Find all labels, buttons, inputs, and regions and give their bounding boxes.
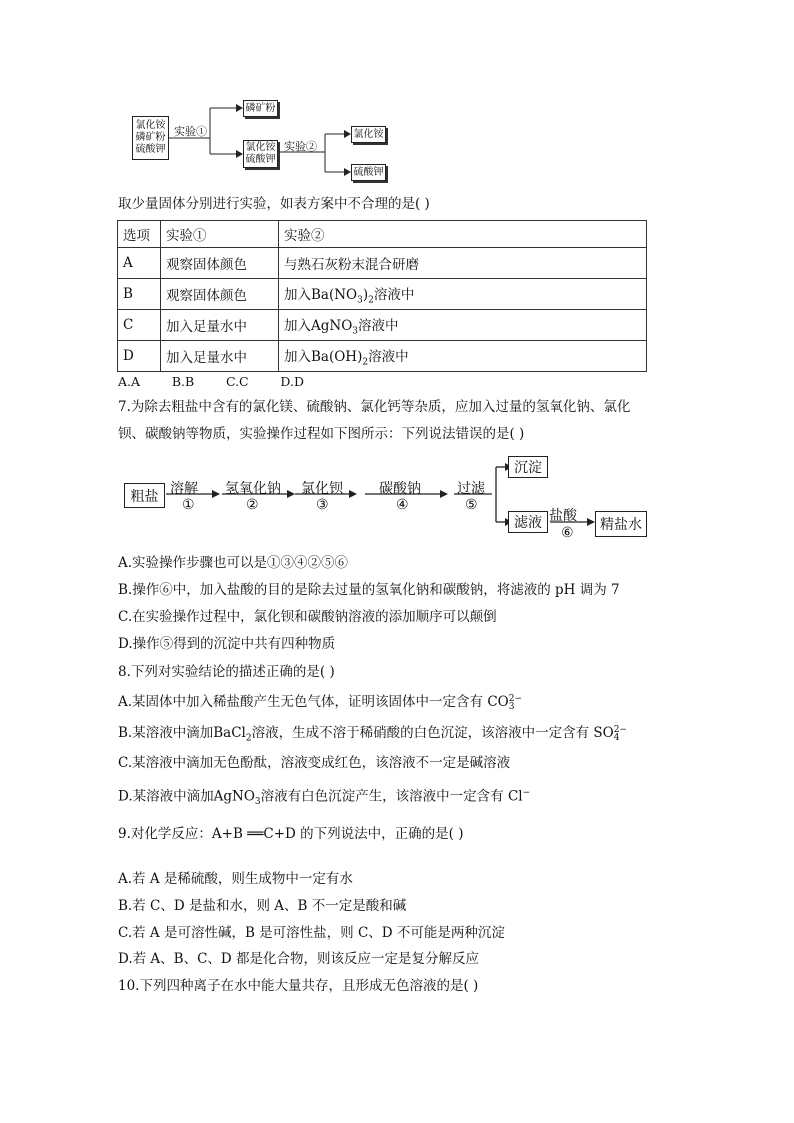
flow2-step-num: ②	[246, 497, 259, 513]
q8-option-a: A.某固体中加入稀盐酸产生无色气体，证明该固体中一定含有 CO 2− 3	[118, 693, 523, 712]
row-exp1: 加入足量水中	[161, 310, 279, 341]
row-exp1: 观察固体颜色	[161, 279, 279, 310]
flow2-acid: 盐酸	[549, 508, 577, 524]
q10-stem: 10.下列四种离子在水中能大量共存，且形成无色溶液的是( )	[118, 978, 479, 994]
q9-option-d: D.若 A、B、C、D 都是化合物，则该反应一定是复分解反应	[118, 951, 480, 967]
row-exp1: 加入足量水中	[161, 341, 279, 372]
q8-option-b: B.某溶液中滴加BaCl$_2$溶液，生成不溶于稀硝酸的白色沉淀，该溶液中一定含有 SO 2− 4	[118, 724, 627, 744]
flow2-step-label: 碳酸钠	[379, 481, 421, 497]
row-exp2: 与熟石灰粉末混合研磨	[279, 248, 647, 279]
flow2-step-label: 氢氧化钠	[225, 481, 281, 497]
flow1-out-a: 氯化铵	[351, 126, 386, 143]
q7-option-d: D.操作⑤得到的沉淀中共有四种物质	[118, 636, 336, 652]
q7-option-a: A.实验操作步骤也可以是①③④②⑤⑥	[118, 555, 349, 571]
row-option: D	[118, 341, 161, 372]
flow2-acid-num: ⑥	[561, 525, 574, 541]
flow2-filtrate: 滤液	[508, 511, 548, 533]
q8-option-c: C.某溶液中滴加无色酚酞，溶液变成红色，该溶液不一定是碱溶液	[118, 755, 511, 771]
row-exp2: 加入$Ba(NO_3)_2$溶液中	[279, 279, 647, 310]
intro-text: 取少量固体分别进行实验，如表方案中不合理的是( )	[118, 196, 430, 212]
header-exp2: 实验②	[279, 221, 647, 248]
row-option: A	[118, 248, 161, 279]
flow2-precip: 沉淀	[508, 456, 548, 478]
row-option: C	[118, 310, 161, 341]
flow1-step1: 实验①	[174, 125, 207, 138]
q7-option-b: B.操作⑥中，加入盐酸的目的是除去过量的氢氧化钠和碳酸钠，将滤液的 pH 调为 7	[118, 582, 620, 598]
flow2-step-num: ③	[316, 497, 329, 513]
flow2-step-num: ④	[396, 497, 409, 513]
flow1-start-1: 氯化铵	[135, 120, 166, 131]
flow2-end: 精盐水	[595, 511, 647, 537]
q8-option-d: D.某溶液中滴加AgNO$_3$溶液有白色沉淀产生，该溶液中一定含有 Cl−	[118, 788, 531, 808]
flow1-out-top: 磷矿粉	[243, 100, 278, 117]
q9-option-a: A.若 A 是稀硫酸，则生成物中一定有水	[118, 871, 353, 887]
flow1-mid-1: 氯化铵	[245, 142, 276, 153]
q6-answers: A.A B.B C.C D.D	[118, 374, 304, 389]
flow1-mid-2: 硫酸钾	[245, 154, 276, 165]
q7-option-c: C.在实验操作过程中，氯化钡和碳酸钠溶液的添加顺序可以颠倒	[118, 609, 497, 625]
flow1-start-2: 磷矿粉	[135, 132, 166, 143]
row-exp1: 观察固体颜色	[161, 248, 279, 279]
q9-option-c: C.若 A 是可溶性碱，B 是可溶性盐，则 C、D 不可能是两种沉淀	[118, 925, 505, 941]
row-option: B	[118, 279, 161, 310]
flow2-step-label: 氯化钡	[301, 481, 343, 497]
q9-option-b: B.若 C、D 是盐和水，则 A、B 不一定是酸和碱	[118, 898, 407, 914]
flow2-step-label: 过滤	[457, 481, 485, 497]
flow1-out-b: 硫酸钾	[351, 164, 386, 181]
flow1-step2: 实验②	[284, 140, 317, 153]
flow1-start-3: 硫酸钾	[135, 144, 166, 155]
q9-stem: 9.对化学反应：A+B ══C+D 的下列说法中，正确的是( )	[118, 826, 464, 842]
header-option: 选项	[118, 221, 161, 248]
flow2-step-label: 溶解	[170, 481, 198, 497]
flow2-start: 粗盐	[124, 483, 165, 508]
q7-line2: 钡、碳酸钠等物质，实验操作过程如下图所示：下列说法错误的是( )	[118, 426, 525, 442]
row-exp2: 加入AgNO$_3$溶液中	[279, 310, 647, 341]
q8-stem: 8.下列对实验结论的描述正确的是( )	[118, 664, 335, 680]
q7-line1: 7.为除去粗盐中含有的氯化镁、硫酸钠、氯化钙等杂质，应加入过量的氢氧化钠、氯化	[118, 399, 631, 415]
flow2-step-num: ⑤	[465, 497, 478, 513]
flow2-step-num: ①	[182, 497, 195, 513]
row-exp2: 加入$Ba(OH)_2$溶液中	[279, 341, 647, 372]
header-exp1: 实验①	[161, 221, 279, 248]
